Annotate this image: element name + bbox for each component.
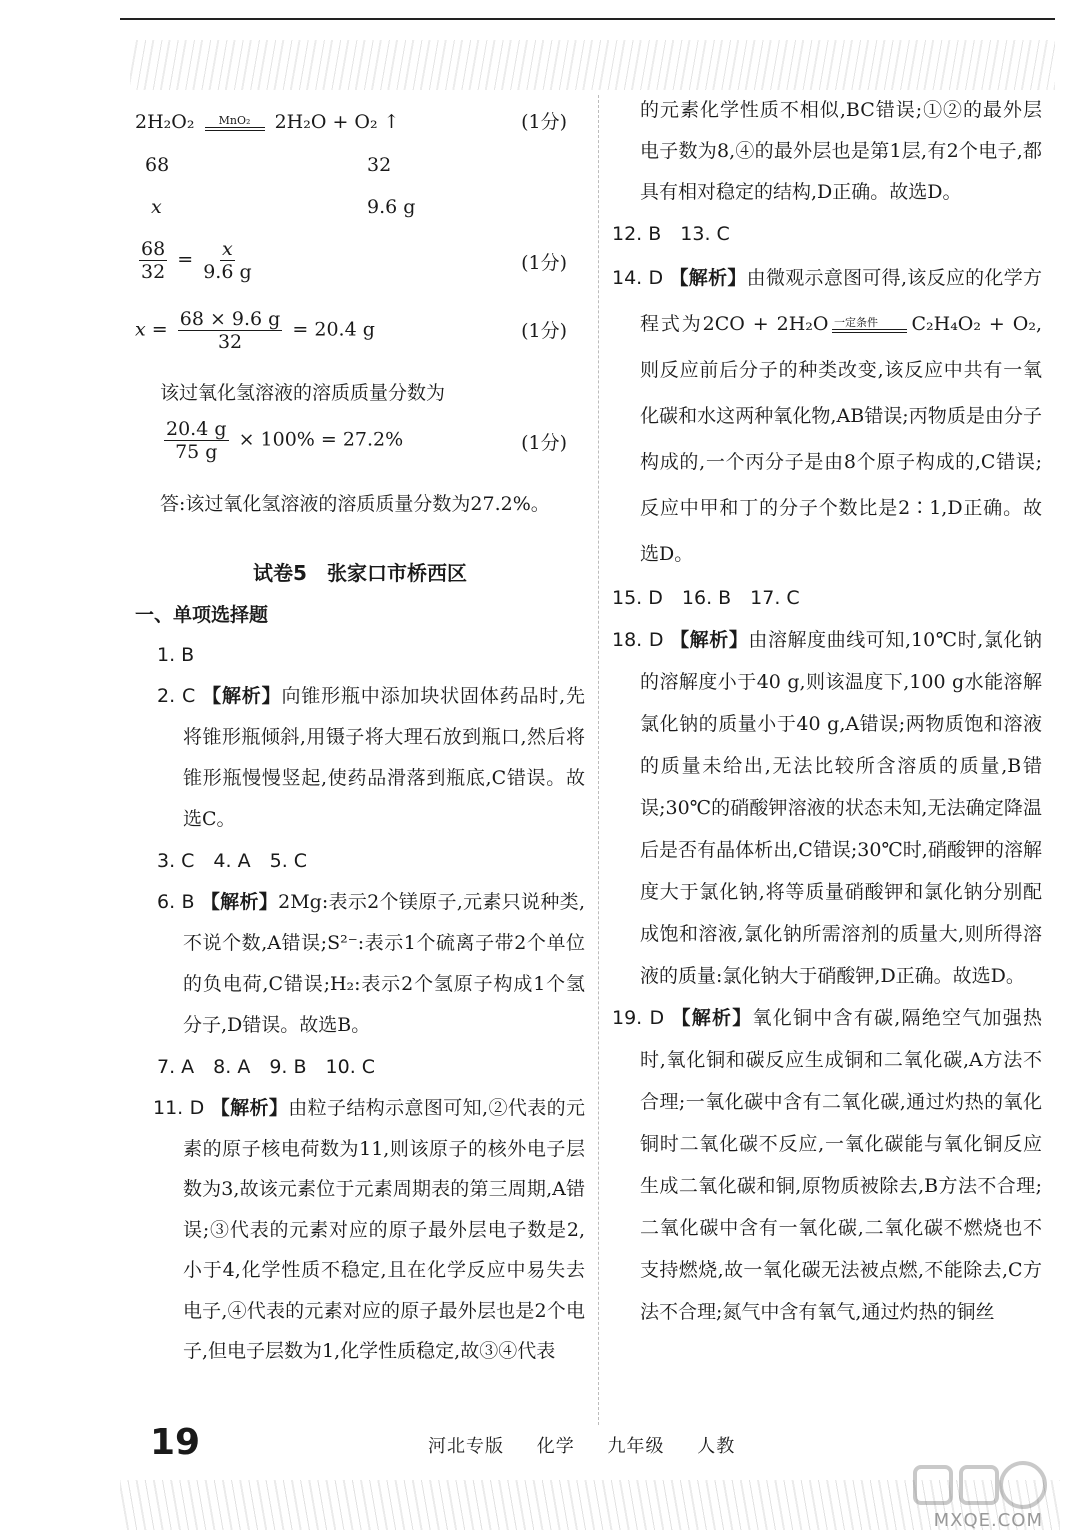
unknown-left: x xyxy=(151,196,162,218)
page-number: 19 xyxy=(150,1422,201,1463)
top-rule xyxy=(120,18,1055,20)
answer-item: 14. D 【解析】由微观示意图可得,该反应的化学方程式为2CO + 2H₂O 一定条件 C₂H₄O₂ + O₂,则反应前后分子的种类改变,该反应中共有一氧化碳和水这两种氧化物,AB错误;丙物质是由分子构成的,一个丙分子是由8个原子构成的,C错误;反应中甲和丁的分子个数比是2∶1,D正确。故选D。 xyxy=(612,267,1042,565)
fraction: $\frac{20.4 g}{75 g}$ xyxy=(166,418,227,463)
reaction-condition: 一定条件 xyxy=(832,317,907,333)
answer-item: 11. D 【解析】由粒子结构示意图可知,②代表的元素的原子核电荷数为11,则该原子的核外电子层数为3,故该元素位于元素周期表的第三周期,A错误;③代表的元素对应的原子最外层电子数是2,小于4,化学性质不稳定,且在化学反应中易失去电子,④代表的元素对应的原子最外层也是2个电子,但电子层数为1,化学性质稳定,故③④代表 xyxy=(153,1097,585,1362)
right-column xyxy=(612,90,1042,1333)
score-label: (1分) xyxy=(521,320,567,342)
edition-label: 河北专版 xyxy=(428,1436,504,1457)
watermark-text: MXQE.COM xyxy=(933,1510,1043,1531)
ratio-right: 32 xyxy=(367,154,392,176)
answer-item: 1. B xyxy=(157,644,195,666)
answer-item: 7. A 8. A 9. B 10. C xyxy=(157,1056,376,1078)
percentage-line: $\frac{20.4 g}{75 g}$ × 100% = 27.2% (1分) xyxy=(166,418,567,463)
calculation-text: 该过氧化氢溶液的溶质质量分数为 xyxy=(160,382,446,404)
ratio-left: 68 xyxy=(145,154,170,176)
continued-text: 的元素化学性质不相似,BC错误;①②的最外层电子数为8,④的最外层也是第1层,有2个电子,都具有相对稳定的结构,D正确。故选D。 xyxy=(640,99,1042,203)
answer-text: 答:该过氧化氢溶液的溶质质量分数为27.2%。 xyxy=(160,493,550,515)
left-column xyxy=(135,100,585,1372)
proportion-line: $\frac{68}{32}$ = $\frac{x}{9.6 g}$ (1分) xyxy=(141,238,567,283)
footer-info xyxy=(428,1432,761,1458)
answer-item: 19. D 【解析】氧化铜中含有碳,隔绝空气加强热时,氧化铜和碳反应生成铜和二氧化碳,A方法不合理;一氧化碳中含有二氧化碳,通过灼热的氧化铜时二氧化碳不反应,一氧化碳能与氧化铜反应生成二氧化碳和铜,原物质被除去,B方法不合理;二氧化碳中含有一氧化碳,二氧化碳不燃烧也不支持燃烧,故一氧化碳无法被点燃,不能除去,C方法不合理;氮气中含有氧气,通过灼热的铜丝 xyxy=(612,1007,1042,1323)
equation-lhs: 2H₂O₂ xyxy=(135,111,195,133)
answer-item: 2. C 【解析】向锥形瓶中添加块状固体药品时,先将锥形瓶倾斜,用镊子将大理石放到瓶口,然后将锥形瓶慢慢竖起,使药品滑落到瓶底,C错误。故选C。 xyxy=(157,685,585,830)
answer-item: 18. D 【解析】由溶解度曲线可知,10℃时,氯化钠的溶解度小于40 g,则该温度下,100 g水能溶解氯化钠的质量小于40 g,A错误;两物质饱和溶液的质量未给出,无法比较所含溶质的质量,B错误;30℃的硝酸钾溶液的状态未知,无法确定降温后是否有晶体析出,C错误;30℃时,硝酸钾的溶解度大于氯化钠,将等质量硝酸钾和氯化钠分别配成饱和溶液,氯化钠所需溶剂的质量大,则所得溶液的质量:氯化钠大于硝酸钾,D正确。故选D。 xyxy=(612,629,1042,987)
top-decorative-band xyxy=(130,40,1055,90)
unknown-right: 9.6 g xyxy=(367,196,416,218)
publisher-label: 人教 xyxy=(697,1436,736,1457)
score-label: (1分) xyxy=(521,252,567,274)
answer-item: 15. D 16. B 17. C xyxy=(612,587,800,609)
section-title: 试卷5 张家口市桥西区 xyxy=(253,561,467,585)
equation-rhs: 2H₂O + O₂ ↑ xyxy=(274,111,400,133)
fraction: $\frac{x}{9.6 g}$ xyxy=(203,238,252,283)
solve-x-line: x = $\frac{68 \times 9.6 g}{32}$ = 20.4 g (1分) xyxy=(135,308,567,353)
subject-label: 化学 xyxy=(536,1436,575,1457)
answer-item: 3. C 4. A 5. C xyxy=(157,850,308,872)
subsection-title: 一、单项选择题 xyxy=(135,604,269,626)
score-label: (1分) xyxy=(521,432,567,454)
mass-ratio-row xyxy=(135,144,585,186)
answer-item: 6. B 【解析】2Mg:表示2个镁原子,元素只说种类,不说个数,A错误;S²⁻:表示1个硫离子带2个单位的负电荷,C错误;H₂:表示2个氢原子构成1个氢分子,D错误。故选B。 xyxy=(157,891,585,1036)
fraction: $\frac{68}{32}$ xyxy=(141,238,166,283)
score-label: (1分) xyxy=(521,111,567,133)
column-divider xyxy=(598,95,599,1425)
answer-item: 12. B 13. C xyxy=(612,223,730,245)
catalyst-label: MnO₂ xyxy=(218,114,251,127)
reaction-condition xyxy=(205,115,265,131)
equation-line xyxy=(135,100,585,144)
grade-label: 九年级 xyxy=(607,1436,665,1457)
fraction: $\frac{68 \times 9.6 g}{32}$ xyxy=(179,308,281,353)
unknown-row xyxy=(135,186,585,228)
